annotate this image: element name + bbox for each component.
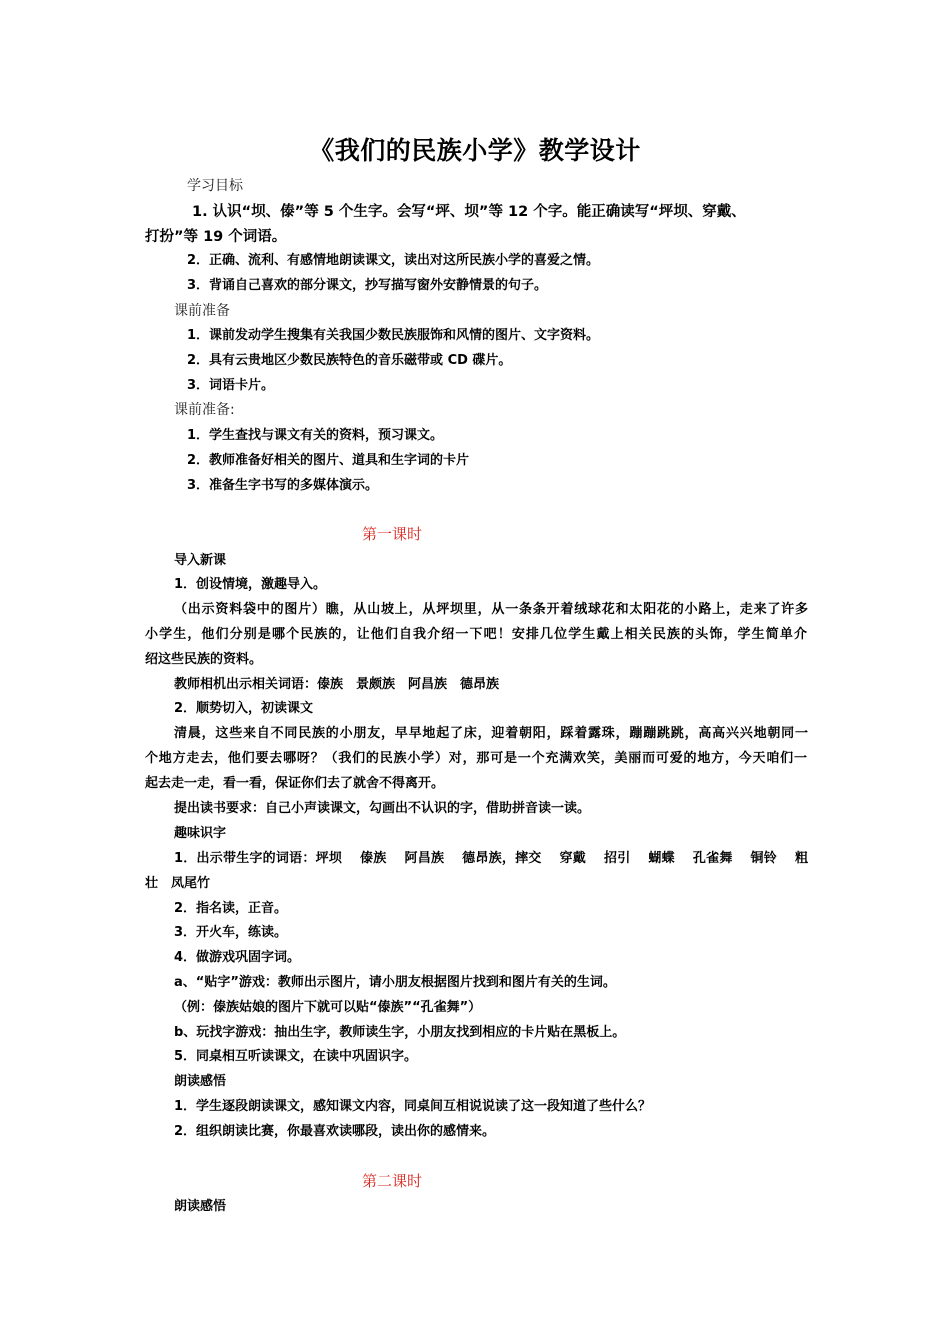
intro-paragraph-1-line-2: 小学生，他们分别是哪个民族的，让他们自我介绍一下吧！安排几位学生戴上相关民族的头饰，学生简单介 [145,627,807,642]
intro-paragraph-2-line-1: 清晨，这些来自不同民族的小朋友，早早地起了床，迎着朝阳，踩着露珠，蹦蹦跳跳，高高兴兴地朝同一 [174,726,808,741]
intro-step-1: 1．创设情境，激趣导入。 [174,577,327,592]
intro-step-2: 2．顺势切入，初读课文 [174,701,314,716]
related-words-line: 教师相机出示相关词语：傣族 景颇族 阿昌族 德昂族 [174,677,500,692]
prep2-item-2: 2．教师准备好相关的图片、道具和生字词的卡片 [187,453,470,468]
intro-paragraph-1-line-3: 绍这些民族的资料。 [145,652,263,667]
fun-item-2: 2．指名读，正音。 [174,901,288,916]
fun-item-a-example: （例：傣族姑娘的图片下就可以贴“傣族”“孔雀舞”） [174,1000,482,1015]
lesson1-heading: 第一课时 [362,525,423,543]
reading-item-2: 2．组织朗读比赛，你最喜欢读哪段，读出你的感情来。 [174,1124,496,1139]
prep1-heading: 课前准备 [174,303,230,319]
prep1-item-1: 1．课前发动学生搜集有关我国少数民族服饰和风情的图片、文字资料。 [187,328,600,343]
intro-paragraph-1-line-1: （出示资料袋中的图片）瞧，从山坡上，从坪坝里，从一条条开着绒球花和太阳花的小路上，走来了许多 [174,602,808,617]
fun-item-5: 5．同桌相互听读课文，在读中巩固识字。 [174,1049,418,1064]
prep2-item-1: 1．学生查找与课文有关的资料，预习课文。 [187,428,444,443]
intro-paragraph-2-line-2: 个地方走去，他们要去哪呀？（我们的民族小学）对，那可是一个充满欢笑，美丽而可爱的地方，今天咱们一 [145,751,807,766]
prep1-item-3: 3．词语卡片。 [187,378,275,393]
objective-3: 3．背诵自己喜欢的部分课文，抄写描写窗外安静情景的句子。 [187,278,548,293]
objective-1-line-1: 1. 认识“坝、傣”等 5 个生字。会写“坪、坝”等 12 个字。能正确读写“坪坝、穿戴、 [192,204,746,220]
intro-paragraph-2-line-3: 起去走一走，看一看，保证你们去了就舍不得离开。 [145,776,445,791]
objective-2: 2．正确、流利、有感情地朗读课文，读出对这所民族小学的喜爱之情。 [187,253,600,268]
prep2-item-3: 3．准备生字书写的多媒体演示。 [187,478,379,493]
fun-item-a: a、“贴字”游戏：教师出示图片，请小朋友根据图片找到和图片有关的生词。 [174,975,616,990]
prep1-item-2: 2．具有云贵地区少数民族特色的音乐磁带或 CD 碟片。 [187,353,512,368]
fun-item-1-line-1: 1．出示带生字的词语：坪坝 傣族 阿昌族 德昂族，摔交 穿戴 招引 蝴蝶 孔雀舞 铜铃 粗 [174,851,808,866]
lesson2-heading: 第二课时 [362,1172,423,1190]
reading-requirement: 提出读书要求：自己小声读课文，勾画出不认识的字，借助拼音读一读。 [174,801,591,816]
objectives-heading: 学习目标 [187,178,243,194]
prep2-heading: 课前准备: [174,402,235,418]
fun-literacy-heading: 趣味识字 [174,826,227,841]
fun-item-4: 4．做游戏巩固字词。 [174,950,301,965]
fun-item-3: 3．开火车，练读。 [174,925,288,940]
fun-item-1-line-2: 壮 凤尾竹 [145,876,211,891]
objective-1-line-2: 打扮”等 19 个词语。 [145,229,287,245]
document-title: 《我们的民族小学》教学设计 [309,136,641,165]
reading-heading: 朗读感悟 [174,1074,227,1089]
lesson2-reading-heading: 朗读感悟 [174,1199,227,1214]
fun-item-b: b、玩找字游戏：抽出生字，教师读生字，小朋友找到相应的卡片贴在黑板上。 [174,1025,626,1040]
reading-item-1: 1．学生逐段朗读课文，感知课文内容，同桌间互相说说读了这一段知道了些什么？ [174,1099,652,1114]
intro-heading: 导入新课 [174,553,227,568]
